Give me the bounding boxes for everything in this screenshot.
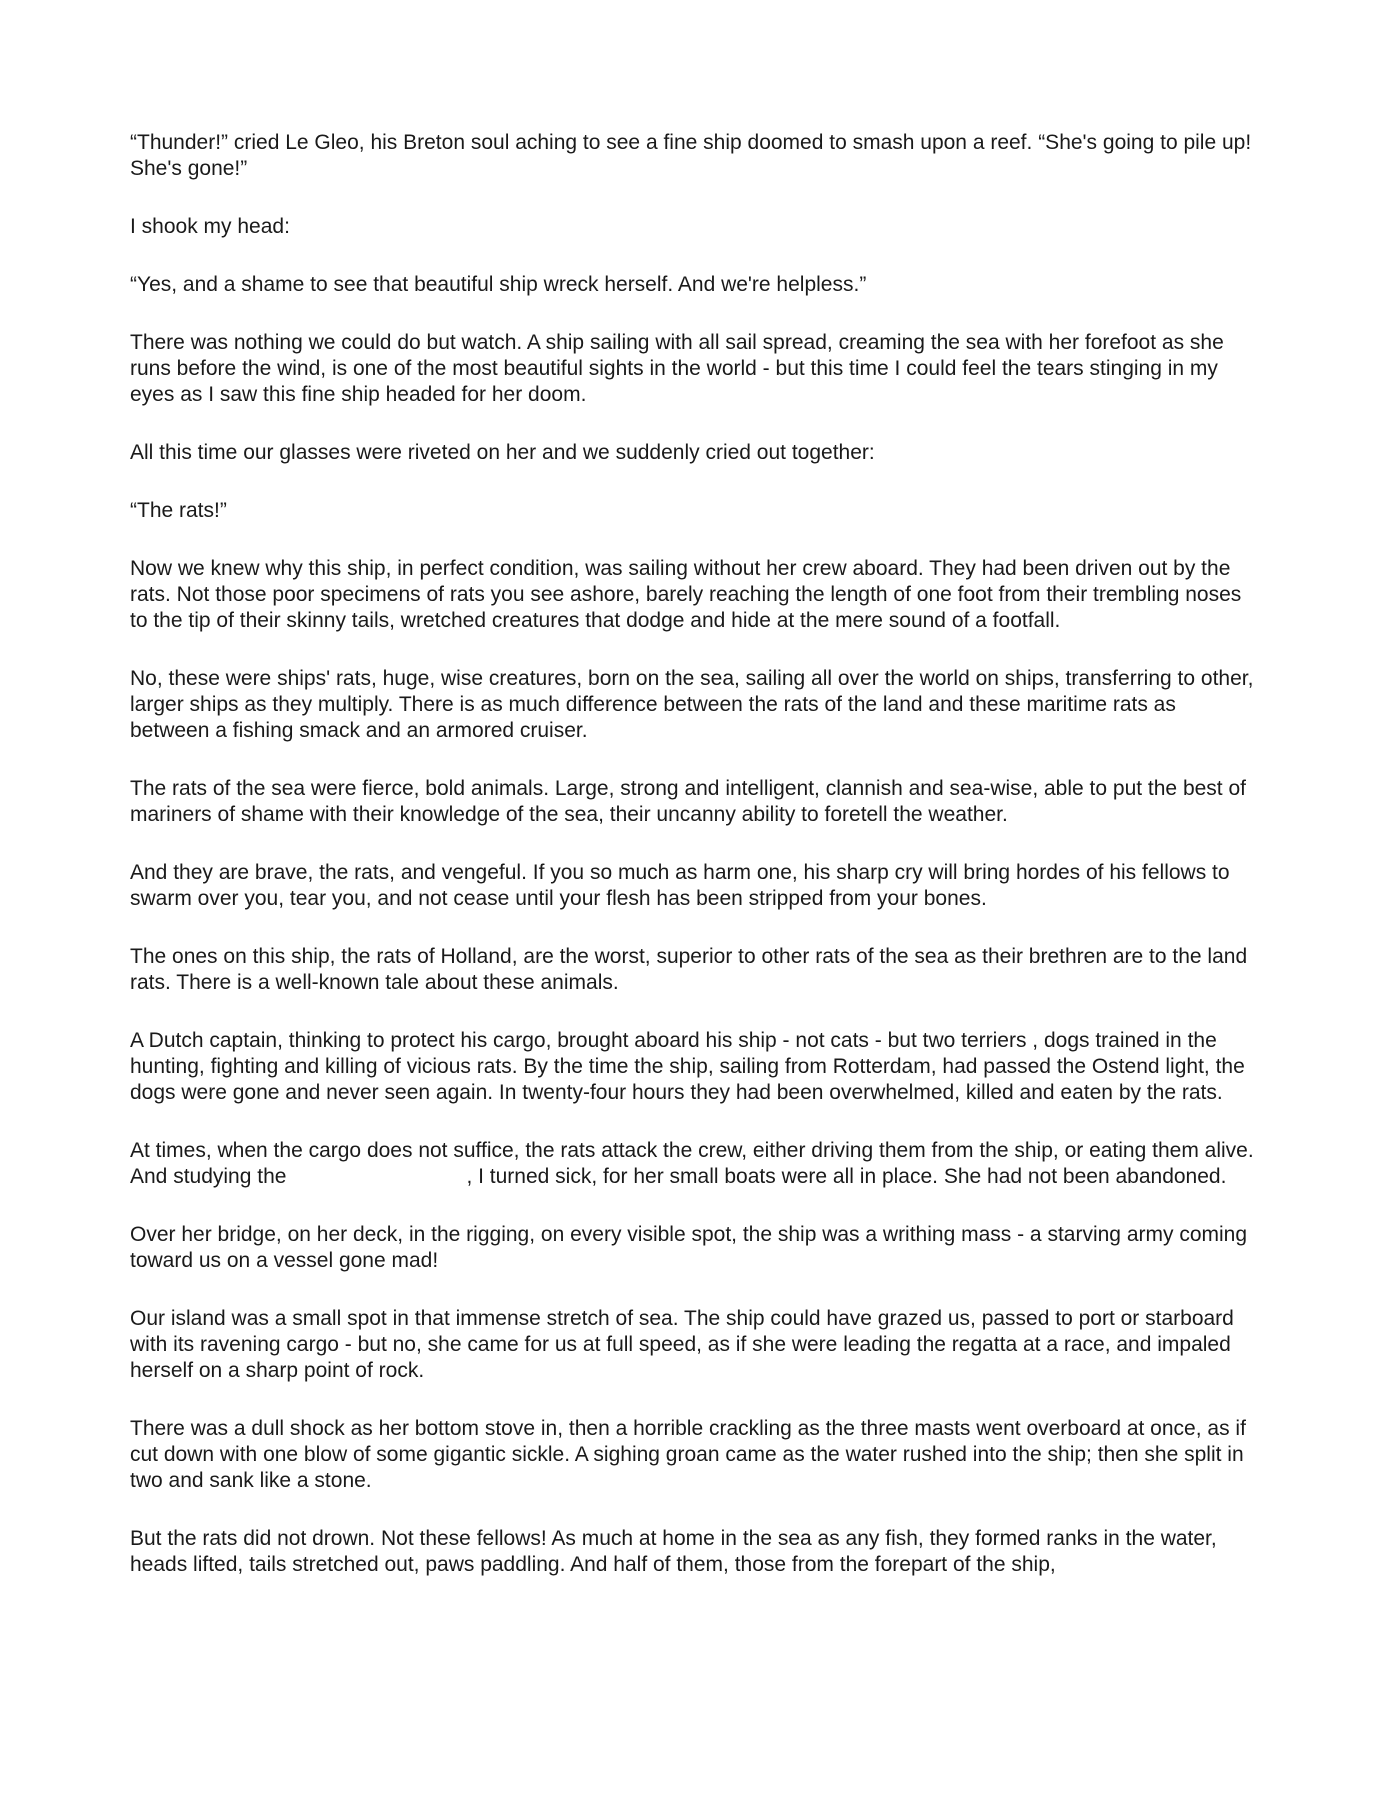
paragraph: But the rats did not drown. Not these fellows! As much at home in the sea as any fish, they formed ranks in the water, heads lifted, tails stretched out, paws paddling. And half of them, those from the forepart of the ship,: [130, 1527, 1217, 1576]
paragraph: No, these were ships' rats, huge, wise creatures, born on the sea, sailing all over the world on ships, transferring to other, larger ships as they multiply. There is as much difference between the rats of the land and these maritime rats as between a fishing smack and an armored cruiser.: [130, 667, 1254, 742]
paragraph: There was nothing we could do but watch. A ship sailing with all sail spread, creaming the sea with her forefoot as she runs before the wind, is one of the most beautiful sights in the world - but this time I could feel the tears stinging in my eyes as I saw this fine ship headed for her doom.: [130, 331, 1224, 406]
paragraph: And they are brave, the rats, and vengeful. If you so much as harm one, his sharp cry will bring hordes of his fellows to swarm over you, tear you, and not cease until your flesh has been stripped from your bones.: [130, 861, 1230, 910]
paragraph: Now we knew why this ship, in perfect condition, was sailing without her crew aboard. They had been driven out by the rats. Not those poor specimens of rats you see ashore, barely reaching the length of one foot from their trembling noses to the tip of their skinny tails, wretched creatures that dodge and hide at the mere sound of a footfall.: [130, 557, 1242, 632]
paragraph: “Thunder!” cried Le Gleo, his Breton soul aching to see a fine ship doomed to smash upon a reef. “She's going to pile up! She's gone!”: [130, 131, 1252, 180]
paragraph-text-after-gap: , I turned sick, for her small boats were all in place. She had not been abandoned.: [466, 1165, 1227, 1188]
paragraph: A Dutch captain, thinking to protect his cargo, brought aboard his ship - not cats - but two terriers , dogs trained in the hunting, fighting and killing of vicious rats. By the time the ship, sailing from Rotterdam, had passed the Ostend light, the dogs were gone and never seen again. In twenty-four hours they had been overwhelmed, killed and eaten by the rats.: [130, 1029, 1245, 1104]
paragraph: Over her bridge, on her deck, in the rigging, on every visible spot, the ship was a writhing mass - a starving army coming toward us on a vessel gone mad!: [130, 1223, 1248, 1272]
paragraph: The ones on this ship, the rats of Holland, are the worst, superior to other rats of the sea as their brethren are to the land rats. There is a well-known tale about these animals.: [130, 945, 1248, 994]
paragraph-text-before-gap: At times, when the cargo does not suffice, the rats attack the crew, either driving them from the ship, or eating them alive. And studying the: [130, 1139, 1254, 1188]
paragraph: There was a dull shock as her bottom stove in, then a horrible crackling as the three masts went overboard at once, as if cut down with one blow of some gigantic sickle. A sighing groan came as the water rushed into the ship; then she split in two and sank like a stone.: [130, 1417, 1246, 1492]
paragraph: I shook my head:: [130, 215, 290, 238]
paragraph: Our island was a small spot in that immense stretch of sea. The ship could have grazed us, passed to port or starboard with its ravening cargo - but no, she came for us at full speed, as if she were leading the regatta at a race, and impaled herself on a sharp point of rock.: [130, 1307, 1234, 1382]
paragraph: “Yes, and a shame to see that beautiful ship wreck herself. And we're helpless.”: [130, 273, 867, 296]
paragraph: All this time our glasses were riveted on her and we suddenly cried out together:: [130, 441, 875, 464]
paragraph: “The rats!”: [130, 499, 227, 522]
body-text: [130, 130, 1260, 1610]
paragraph-with-gap: [130, 1138, 1260, 1190]
paragraph: The rats of the sea were fierce, bold animals. Large, strong and intelligent, clannish and sea-wise, able to put the best of mariners of shame with their knowledge of the sea, their uncanny ability to foretell the weather.: [130, 777, 1246, 826]
